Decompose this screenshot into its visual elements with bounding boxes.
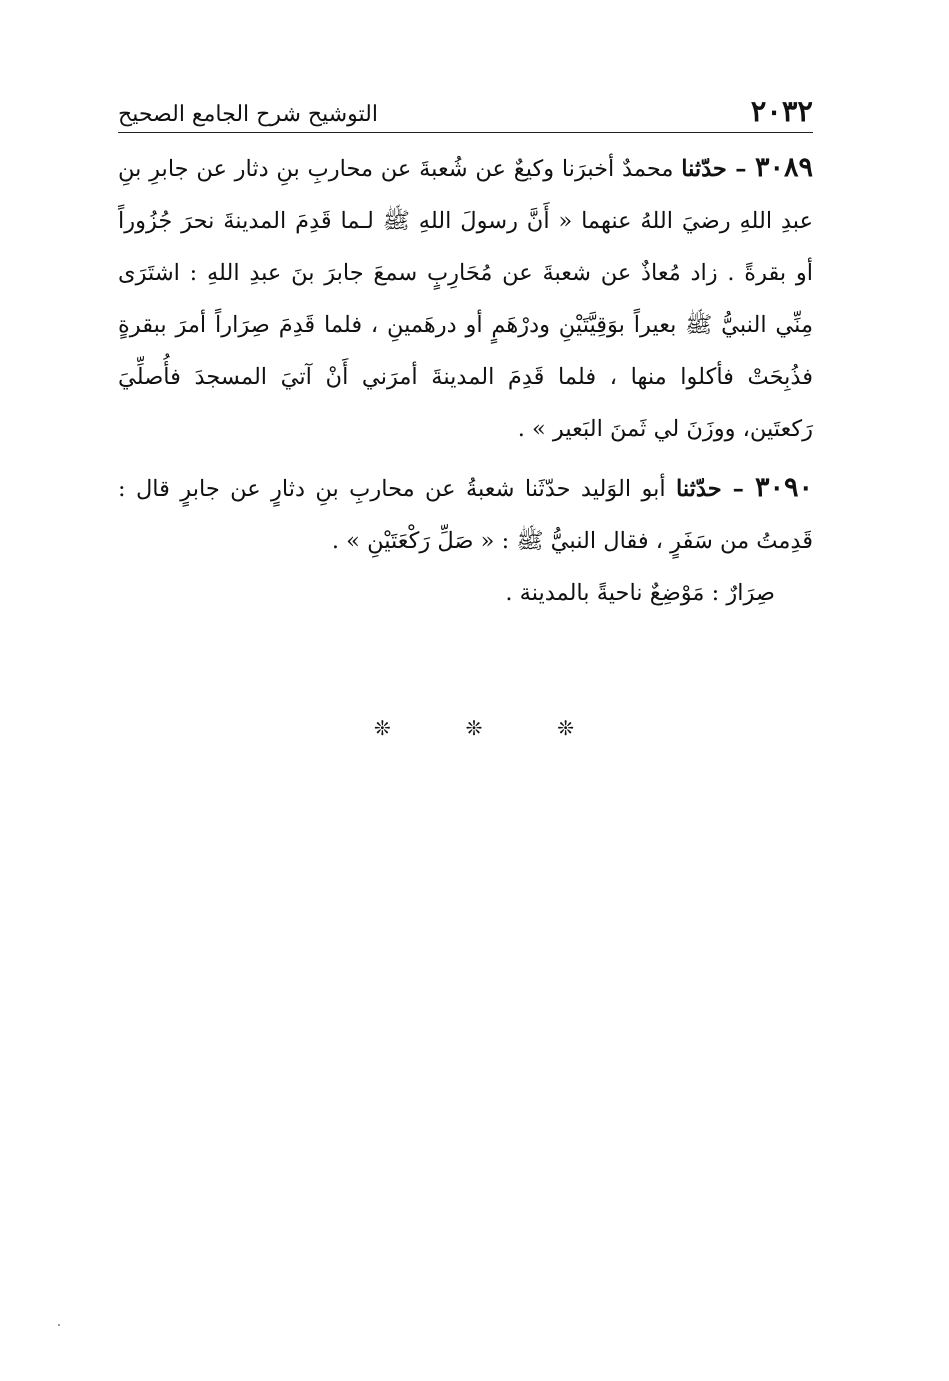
- asterism-icon: ❊: [465, 716, 483, 740]
- section-separator: [374, 718, 574, 738]
- hadith-number: ٣٠٩٠: [755, 472, 814, 503]
- page-number: ٢٠٣٢: [750, 94, 813, 128]
- header-rule: [118, 132, 813, 133]
- hadith-dash: –: [726, 156, 755, 182]
- hadith-text: أبو الوَليد حدّثَنا شعبةُ عن محاربِ بنِ دثارٍ عن جابرٍ قال : قَدِمتُ من سَفَرٍ ، فقال النبيُّ ﷺ : « صَلِّ رَكْعَتَيْنِ » .: [118, 476, 813, 554]
- asterism-icon: ❊: [374, 716, 391, 740]
- hadith-number: ٣٠٨٩: [754, 152, 813, 183]
- running-title: التوشيح شرح الجامع الصحيح: [118, 102, 378, 127]
- main-text: [118, 142, 813, 619]
- hadith-dash: –: [721, 476, 755, 502]
- gloss-note: صِرَارٌ : مَوْضِعٌ ناحيةً بالمدينة .: [505, 580, 775, 606]
- hadith-paragraph: [118, 142, 813, 455]
- asterism-icon: ❊: [557, 716, 574, 740]
- hadith-label: حدّثنا: [675, 476, 722, 502]
- hadith-paragraph: [118, 462, 813, 567]
- hadith-text: محمدٌ أخبرَنا وكيعٌ عن شُعبةَ عن محاربِ بنِ دثار عن جابرِ بنِ عبدِ اللهِ رضيَ اللهُ عنهما « أَنَّ رسولَ اللهِ ﷺ لـما قَدِمَ المدينةَ نحرَ جُزُوراً أو بقرةً . زاد مُعاذٌ عن شعبةَ عن مُحَارِبٍ سمعَ جابرَ بنَ عبدِ اللهِ : اشتَرَى مِنِّي النبيُّ ﷺ بعيراً بوَقِيَّتَيْنِ ودرْهَمٍ أو درهَمينِ ، فلما قَدِمَ صِرَاراً أمرَ ببقرةٍ فذُبِحَتْ فأكلوا منها ، فلما قَدِمَ المدينةَ أمرَني أَنْ آتيَ المسجدَ فأُصلِّيَ رَكعتَين، ووزَنَ لي ثَمنَ البَعير » .: [118, 156, 813, 442]
- page-header: [118, 86, 813, 126]
- hadith-label: حدّثنا: [681, 156, 727, 182]
- scan-speck: [58, 1324, 60, 1326]
